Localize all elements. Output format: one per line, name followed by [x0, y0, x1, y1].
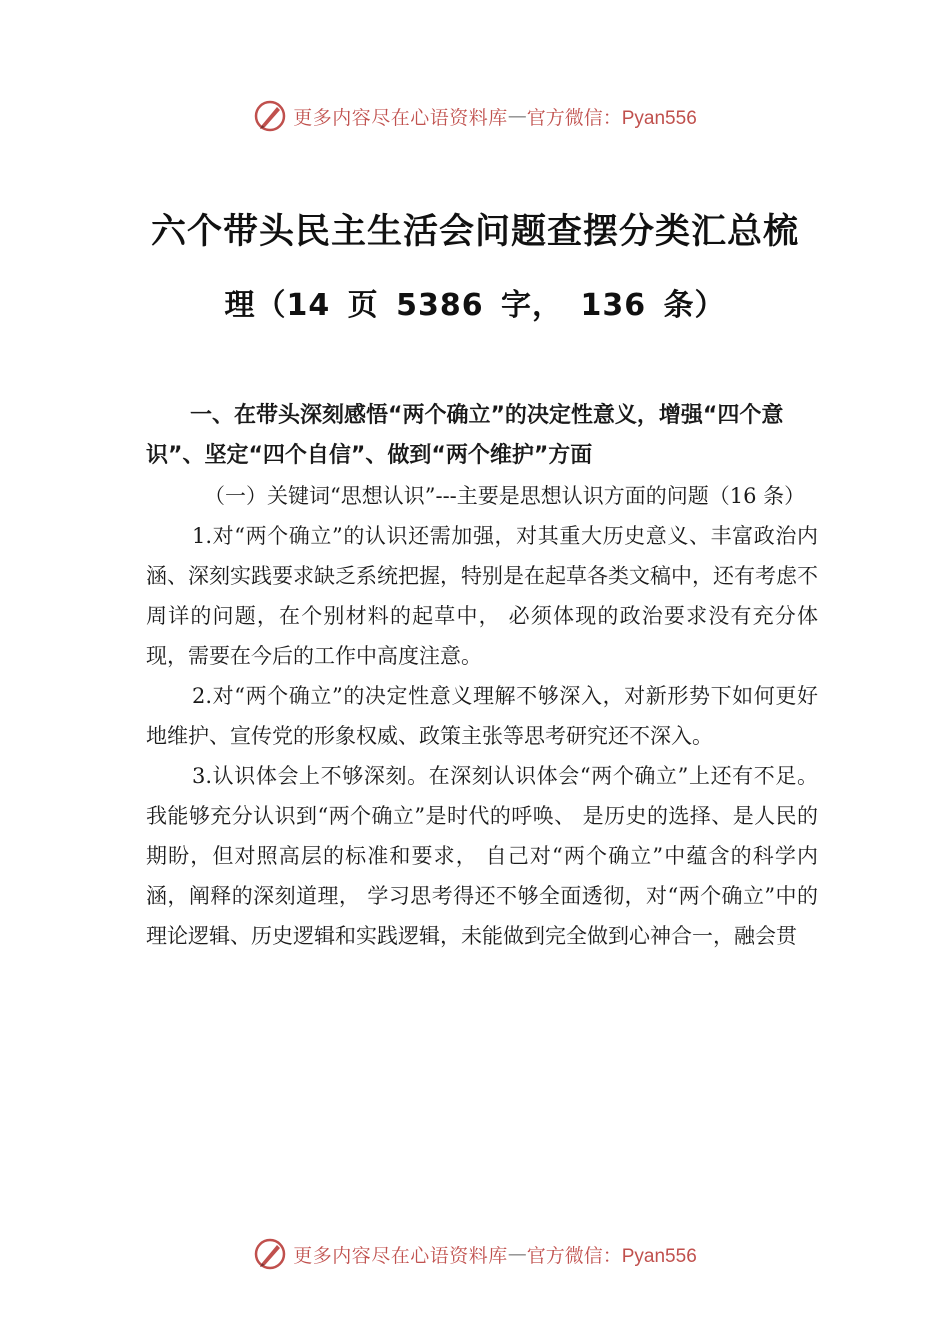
footer-watermark [0, 1234, 950, 1274]
pen-seal-icon [253, 99, 287, 133]
pen-seal-icon [253, 1237, 287, 1271]
section-heading: 一、在带头深刻感悟“两个确立”的决定性意义，增强“四个意识”、坚定“四个自信”、做到“两个维护”方面 [146, 403, 784, 468]
watermark-separator: — [507, 105, 527, 127]
watermark-text: 更多内容尽在心语资料库 [293, 106, 508, 129]
document-title-line1: 六个带头民主生活会问题查摆分类汇总梳 [150, 212, 799, 252]
document-title-line2: 理（14 页 5386 字， 136 条） [224, 288, 726, 323]
watermark-separator: — [507, 1243, 527, 1265]
watermark-wechat: 官方微信：Pyan556 [526, 107, 697, 129]
document-body [146, 396, 818, 956]
subsection-heading: （一）关键词“思想认识”---主要是思想认识方面的问题（16 条） [204, 484, 806, 508]
header-watermark [0, 96, 950, 136]
list-item: 3.认识体会上不够深刻。在深刻认识体会“两个确立”上还有不足。我能够充分认识到“两个确立”是时代的呼唤、 是历史的选择、是人民的期盼，但对照高层的标准和要求， 自己对“两个确立”中蕴含的科学内涵，阐释的深刻道理， 学习思考得还不够全面透彻，对“两个确立”中的理论逻辑、历史逻辑和实践逻辑，未能做到完全做到心神合一，融会贯 [146, 764, 818, 948]
watermark-wechat: 官方微信：Pyan556 [526, 1245, 697, 1267]
list-item: 2.对“两个确立”的决定性意义理解不够深入，对新形势下如何更好地维护、宣传党的形象权威、政策主张等思考研究还不深入。 [146, 684, 818, 748]
list-item: 1.对“两个确立”的认识还需加强，对其重大历史意义、丰富政治内涵、深刻实践要求缺乏系统把握，特别是在起草各类文稿中，还有考虑不周详的问题，在个别材料的起草中， 必须体现的政治要求没有充分体现，需要在今后的工作中高度注意。 [146, 524, 818, 668]
watermark-text: 更多内容尽在心语资料库 [293, 1244, 508, 1267]
